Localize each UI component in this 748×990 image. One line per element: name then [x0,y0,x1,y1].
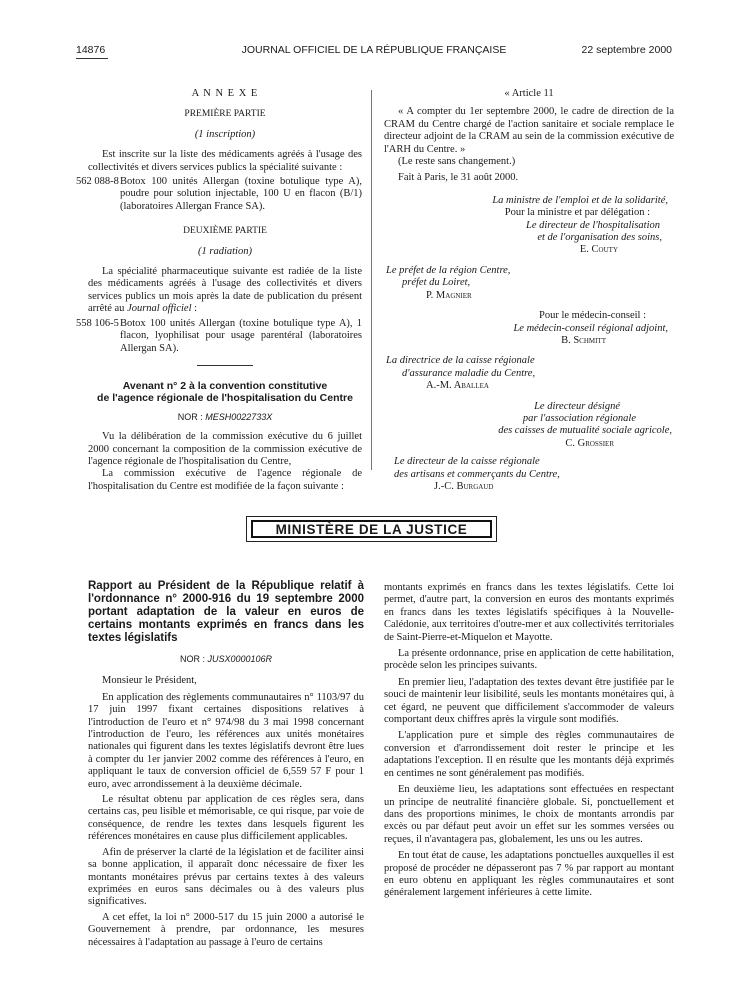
column-divider [371,90,372,470]
s4-line1: La directrice de la caisse régionale [386,355,535,367]
part1-subtitle: (1 inscription) [194,128,256,140]
s3-name: B. Schmitt [561,334,606,346]
s2-line1: Le préfet de la région Centre, [386,264,511,276]
signature-6 [384,456,674,493]
article-rest: (Le reste sans changement.) [398,156,516,168]
article-done: Fait à Paris, le 31 août 2000. [398,172,519,184]
s1-role: La ministre de l'emploi et de la solidarité, [492,194,668,206]
s1-line3: Le directeur de l'hospitalisation [526,219,660,231]
part1-title: PREMIÈRE PARTIE [184,109,266,120]
s5-line2: par l'association régionale [522,412,636,424]
annexe-title: A N N E X E [191,88,259,99]
s1-delegation: Pour la ministre et par délégation : [504,207,650,219]
rapport-nor-label: NOR : [179,654,208,664]
part2-entry [76,318,362,355]
s1-name: E. Couty [579,244,618,256]
ministry-box [246,516,497,542]
signature-1 [384,195,674,257]
nor-code: MESH0022733X [205,411,273,422]
article-title: « Article 11 [504,88,554,99]
part2-entry-text: Botox 100 unités Allergan (toxine botulique type A), 1 flacon, lyophilisat pour usage parentéral (laboratoires Allergan SA). [120,317,362,354]
journal-title: JOURNAL OFFICIEL DE LA RÉPUBLIQUE FRANÇAISE [241,44,507,56]
annexe-section [76,88,362,493]
rapport-para-1: En application des règlements communautaires n° 1103/97 du 17 juin 1997 fixant certaines dispositions relatives à l'introduction de l'euro et n° 974/98 du 3 mai 1998 concernant l'introduction de l'euro, les références aux unités monétaires nationales qui figurent dans les textes législatifs devront être lues à compter du 1er janvier 2002 comme des références à l'euro, en appliquant le taux de conversion officiel de 6,559 57 F pour 1 euro, avec arrondissement à la deuxième décimale. [88,691,364,790]
s5-name: C. Grossier [565,437,614,449]
rapport-left [88,580,364,949]
s4-name: A.-M. Aballea [426,380,489,392]
avenant-para-2: La commission exécutive de l'agence régionale de l'hospitalisation du Centre est modifiée de la façon suivante : [88,468,362,492]
rapport-nor-code: JUSX0000106R [207,654,273,664]
rapport-title: Rapport au Président de la République relatif à l'ordonnance n° 2000-916 du 19 septembre 2000 portant adaptation de la valeur en euros de certains montants exprimés en francs dans les textes législatifs [88,580,364,644]
part1-entry-code: 562 088-8 [76,176,119,188]
journal-officiel-ref: Journal officiel [127,303,192,315]
part2-intro [88,266,362,316]
section-separator [197,365,253,366]
rapport-para-4: A cet effet, la loi n° 2000-517 du 15 juin 2000 a autorisé le Gouvernement à prendre, par ordonnance, les mesures nécessaires à l'adaptation au passage à l'euro de certains [88,911,364,948]
salutation: Monsieur le Président, [102,675,197,687]
rapport-right-para-3: En premier lieu, l'adaptation des textes devant être justifiée par le souci de maintenir leur lisibilité, seuls les montants monétaires qui, à cet égard, ne peuvent que difficilement s'accommoder de valeurs comportant deux chiffres après la virgule sont modifiés. [384,676,674,726]
signature-2 [384,265,674,302]
rapport-para-2: Le résultat obtenu par application de ces règles sera, dans certains cas, peu lisible et mémorisable, ce qui risque, par voie de conséquence, de rendre les textes dans lesquels figurent les références monétaires en cause plus difficilement applicables. [88,794,364,843]
s3-line1: Pour le médecin-conseil : [538,310,646,322]
signature-4 [384,355,674,392]
page-date: 22 septembre 2000 [581,44,672,56]
s5-line1: Le directeur désigné [534,400,620,412]
s5-line3: des caisses de mutualité sociale agricole, [498,425,672,437]
avenant-para-1: Vu la délibération de la commission exécutive du 6 juillet 2000 concernant la composition de la commission exécutive de l'agence régionale de l'hospitalisation du Centre, [88,431,362,467]
header-rule [76,58,108,59]
s4-line2: d'assurance maladie du Centre, [402,367,536,379]
article-text: « A compter du 1er septembre 2000, le cadre de direction de la CRAM du Centre chargé de l'action sanitaire et sociale remplace le directeur adjoint de la CRAM au sein de la commission exécutive de l'ARH du Centre. » [384,106,674,155]
part2-intro-colon: : [191,303,198,315]
s2-line2: préfet du Loiret, [402,277,471,289]
ministry-label: MINISTÈRE DE LA JUSTICE [251,520,492,538]
avenant-title-2: de l'agence régionale de l'hospitalisation du Centre [97,392,353,405]
part2-intro-text: La spécialité pharmaceutique suivante est radiée de la liste des médicaments agréés à l'usage des collectivités et divers services publics un mois après la date de publication du présent arrêté au [88,266,362,315]
part2-subtitle: (1 radiation) [198,245,252,257]
s6-line2: des artisans et commerçants du Centre, [394,468,560,480]
rapport-para-3: Afin de préserver la clarté de la législation et de faciliter ainsi sa bonne application, il apparaît donc nécessaire de fixer les montants monétaires prévus par certains textes à des valeurs exprimées en euros sans décimales ou à des valeurs plus significatives. [88,846,364,908]
rapport-right-para-2: La présente ordonnance, prise en application de cette habilitation, procède selon les principes suivants. [384,648,674,672]
avenant-nor [88,411,362,423]
s3-line2: Le médecin-conseil régional adjoint, [513,322,668,334]
rapport-right-para-6: En tout état de cause, les adaptations ponctuelles auxquelles il est proposé de procéder ne dépasseront pas 7 % par rapport au montant en euro obtenu en appliquant les règles communautaires et sont généralement largement inférieures à cette limite. [384,850,674,899]
article-section [384,88,674,493]
page-number: 14876 [76,44,106,56]
part1-intro: Est inscrite sur la liste des médicaments agréés à l'usage des collectivités et divers services publics la spécialité suivante : [88,149,362,173]
s1-line4: et de l'organisation des soins, [537,232,662,244]
s2-name: P. Magnier [426,289,472,301]
rapport-right-para-4: L'application pure et simple des règles communautaires de conversion et d'arrondissement doit rester le principe et les adaptations l'exception. Il en résulte que les montants déjà exprimés en centimes ne sont généralement pas modifiés. [384,730,674,779]
part1-entry-text: Botox 100 unités Allergan (toxine botulique type A), poudre pour solution injectable, 100 U en flacon (B/1) (laboratoires Allergan France SA). [120,176,362,212]
signature-3 [384,310,674,347]
rapport-nor [88,653,364,665]
part2-title: DEUXIÈME PARTIE [183,226,267,237]
avenant-title-1: Avenant n° 2 à la convention constitutive [122,379,328,392]
s6-line1: Le directeur de la caisse régionale [394,456,540,468]
s6-name: J.-C. Burgaud [434,480,494,492]
rapport-right-para-1: montants exprimés en francs dans les textes législatifs. Cette loi permet, d'autre part, la conversion en euros des montants exprimés en francs dans les textes législatifs spécifiques à la Nouvelle-Calédonie, aux territoires d'outre-mer et aux collectivités territoriales de Saint-Pierre-et-Miquelon et Mayotte. [384,582,674,643]
rapport-right-para-5: En deuxième lieu, les adaptations sont effectuées en respectant un principe de neutralité financière globale. Si, ponctuellement et dans des proportions minimes, le choix de montants arrondis par excès ou par défaut peut avoir un effet sur les sommes versées ou reçues, il n'avantagera pas, globalement, les uns ou les autres. [384,784,674,845]
signature-5 [384,401,674,451]
rapport-right [384,582,674,900]
part1-entry [76,176,362,213]
part2-entry-code: 558 106-5 [76,317,119,329]
nor-label: NOR : [177,411,206,422]
